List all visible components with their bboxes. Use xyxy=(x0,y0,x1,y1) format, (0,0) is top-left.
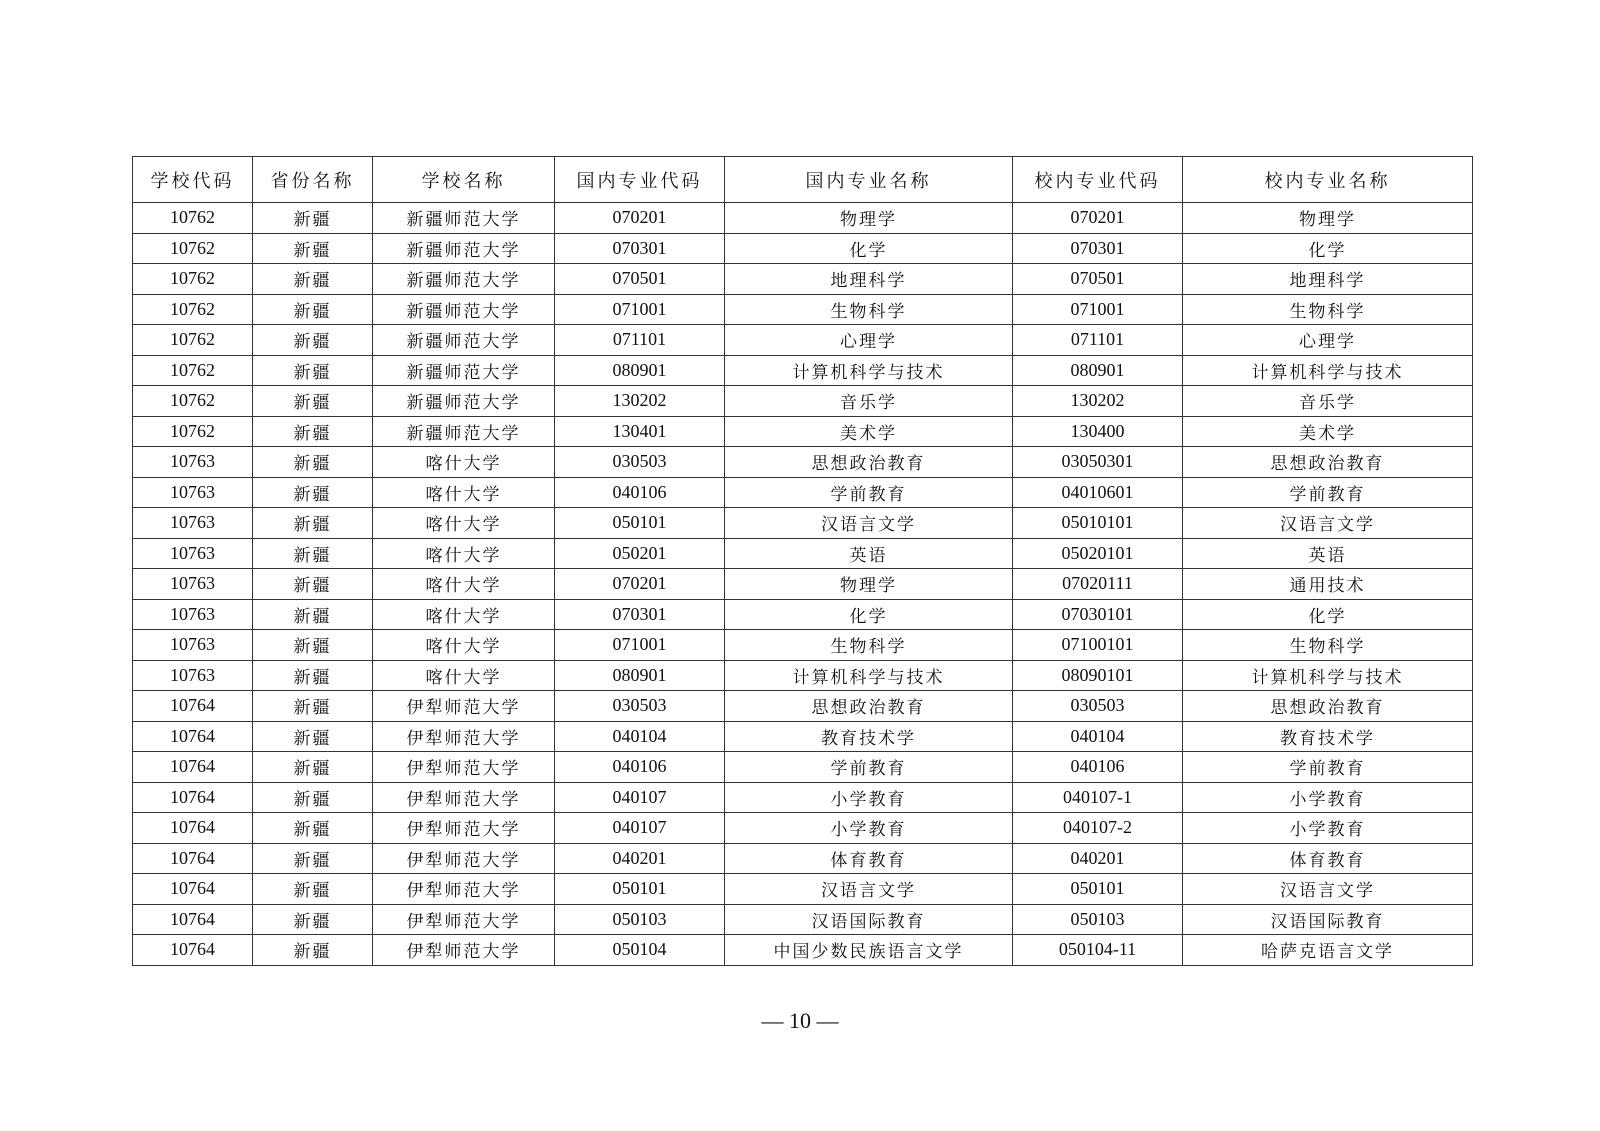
cell-national-major-code: 070301 xyxy=(555,233,725,264)
cell-school-code: 10764 xyxy=(133,874,253,905)
cell-school-code: 10764 xyxy=(133,904,253,935)
cell-national-major-name: 思想政治教育 xyxy=(725,447,1013,478)
cell-school-major-name: 音乐学 xyxy=(1183,386,1473,417)
cell-school-major-code: 040107-2 xyxy=(1013,813,1183,844)
cell-province-name: 新疆 xyxy=(253,294,373,325)
cell-school-major-name: 小学教育 xyxy=(1183,782,1473,813)
cell-national-major-name: 体育教育 xyxy=(725,843,1013,874)
cell-school-code: 10762 xyxy=(133,325,253,356)
header-school-major-name: 校内专业名称 xyxy=(1183,157,1473,203)
cell-school-major-name: 心理学 xyxy=(1183,325,1473,356)
cell-school-major-code: 040201 xyxy=(1013,843,1183,874)
cell-national-major-code: 080901 xyxy=(555,355,725,386)
cell-school-major-code: 05010101 xyxy=(1013,508,1183,539)
table-row xyxy=(133,325,1473,356)
cell-school-code: 10762 xyxy=(133,355,253,386)
cell-school-code: 10764 xyxy=(133,935,253,966)
cell-province-name: 新疆 xyxy=(253,599,373,630)
cell-national-major-name: 美术学 xyxy=(725,416,1013,447)
cell-school-major-code: 050104-11 xyxy=(1013,935,1183,966)
cell-national-major-code: 050104 xyxy=(555,935,725,966)
cell-school-name: 伊犁师范大学 xyxy=(373,935,555,966)
cell-national-major-code: 080901 xyxy=(555,660,725,691)
cell-province-name: 新疆 xyxy=(253,233,373,264)
cell-school-major-code: 080901 xyxy=(1013,355,1183,386)
cell-national-major-name: 汉语国际教育 xyxy=(725,904,1013,935)
cell-school-name: 新疆师范大学 xyxy=(373,203,555,234)
cell-school-major-code: 040106 xyxy=(1013,752,1183,783)
cell-national-major-name: 英语 xyxy=(725,538,1013,569)
cell-school-major-code: 03050301 xyxy=(1013,447,1183,478)
cell-national-major-code: 050101 xyxy=(555,508,725,539)
table-row xyxy=(133,447,1473,478)
cell-school-major-code: 07030101 xyxy=(1013,599,1183,630)
cell-national-major-code: 040106 xyxy=(555,752,725,783)
cell-school-name: 新疆师范大学 xyxy=(373,325,555,356)
cell-school-name: 喀什大学 xyxy=(373,660,555,691)
page-number: — 10 — xyxy=(761,1008,839,1033)
cell-national-major-name: 小学教育 xyxy=(725,813,1013,844)
cell-school-major-name: 物理学 xyxy=(1183,203,1473,234)
cell-national-major-code: 040107 xyxy=(555,782,725,813)
cell-school-major-name: 汉语言文学 xyxy=(1183,508,1473,539)
cell-school-code: 10764 xyxy=(133,752,253,783)
cell-province-name: 新疆 xyxy=(253,203,373,234)
cell-school-code: 10763 xyxy=(133,660,253,691)
cell-national-major-name: 学前教育 xyxy=(725,477,1013,508)
cell-national-major-name: 学前教育 xyxy=(725,752,1013,783)
cell-school-name: 伊犁师范大学 xyxy=(373,843,555,874)
table-row xyxy=(133,691,1473,722)
cell-school-major-name: 哈萨克语言文学 xyxy=(1183,935,1473,966)
cell-province-name: 新疆 xyxy=(253,386,373,417)
cell-school-code: 10764 xyxy=(133,843,253,874)
cell-school-major-name: 体育教育 xyxy=(1183,843,1473,874)
cell-school-major-name: 学前教育 xyxy=(1183,477,1473,508)
table-body xyxy=(133,203,1473,966)
cell-school-name: 伊犁师范大学 xyxy=(373,752,555,783)
cell-school-code: 10762 xyxy=(133,294,253,325)
cell-school-name: 喀什大学 xyxy=(373,508,555,539)
cell-national-major-code: 071101 xyxy=(555,325,725,356)
cell-school-major-name: 地理科学 xyxy=(1183,264,1473,295)
cell-national-major-code: 070201 xyxy=(555,569,725,600)
cell-school-code: 10763 xyxy=(133,569,253,600)
cell-national-major-name: 计算机科学与技术 xyxy=(725,355,1013,386)
cell-school-name: 新疆师范大学 xyxy=(373,233,555,264)
table-row xyxy=(133,508,1473,539)
cell-school-major-name: 计算机科学与技术 xyxy=(1183,355,1473,386)
cell-school-major-name: 英语 xyxy=(1183,538,1473,569)
cell-province-name: 新疆 xyxy=(253,935,373,966)
cell-school-major-name: 汉语言文学 xyxy=(1183,874,1473,905)
cell-school-code: 10762 xyxy=(133,233,253,264)
cell-national-major-name: 物理学 xyxy=(725,569,1013,600)
table-row xyxy=(133,660,1473,691)
cell-national-major-code: 130202 xyxy=(555,386,725,417)
table-row xyxy=(133,203,1473,234)
cell-school-major-name: 通用技术 xyxy=(1183,569,1473,600)
cell-school-code: 10763 xyxy=(133,477,253,508)
cell-national-major-name: 音乐学 xyxy=(725,386,1013,417)
table-row xyxy=(133,813,1473,844)
cell-school-major-code: 130202 xyxy=(1013,386,1183,417)
table-row xyxy=(133,294,1473,325)
cell-province-name: 新疆 xyxy=(253,538,373,569)
cell-province-name: 新疆 xyxy=(253,325,373,356)
cell-national-major-code: 050201 xyxy=(555,538,725,569)
cell-school-name: 新疆师范大学 xyxy=(373,386,555,417)
cell-province-name: 新疆 xyxy=(253,904,373,935)
cell-national-major-name: 化学 xyxy=(725,599,1013,630)
cell-province-name: 新疆 xyxy=(253,660,373,691)
cell-province-name: 新疆 xyxy=(253,874,373,905)
cell-school-major-code: 05020101 xyxy=(1013,538,1183,569)
table-row xyxy=(133,233,1473,264)
header-school-major-code: 校内专业代码 xyxy=(1013,157,1183,203)
cell-national-major-code: 070501 xyxy=(555,264,725,295)
cell-school-major-code: 050103 xyxy=(1013,904,1183,935)
cell-school-name: 喀什大学 xyxy=(373,599,555,630)
cell-national-major-name: 心理学 xyxy=(725,325,1013,356)
cell-school-code: 10763 xyxy=(133,599,253,630)
cell-national-major-code: 030503 xyxy=(555,691,725,722)
cell-national-major-name: 教育技术学 xyxy=(725,721,1013,752)
cell-school-code: 10763 xyxy=(133,630,253,661)
cell-school-major-name: 计算机科学与技术 xyxy=(1183,660,1473,691)
table-row xyxy=(133,264,1473,295)
cell-school-major-code: 050101 xyxy=(1013,874,1183,905)
cell-school-name: 新疆师范大学 xyxy=(373,355,555,386)
cell-school-major-name: 生物科学 xyxy=(1183,294,1473,325)
cell-national-major-code: 040201 xyxy=(555,843,725,874)
cell-school-major-name: 思想政治教育 xyxy=(1183,447,1473,478)
cell-province-name: 新疆 xyxy=(253,447,373,478)
cell-province-name: 新疆 xyxy=(253,752,373,783)
header-national-major-code: 国内专业代码 xyxy=(555,157,725,203)
cell-school-major-code: 070301 xyxy=(1013,233,1183,264)
cell-school-name: 伊犁师范大学 xyxy=(373,691,555,722)
cell-national-major-code: 030503 xyxy=(555,447,725,478)
cell-school-code: 10762 xyxy=(133,416,253,447)
cell-school-major-code: 070201 xyxy=(1013,203,1183,234)
cell-school-name: 新疆师范大学 xyxy=(373,294,555,325)
cell-national-major-name: 化学 xyxy=(725,233,1013,264)
cell-province-name: 新疆 xyxy=(253,508,373,539)
cell-school-major-code: 040107-1 xyxy=(1013,782,1183,813)
cell-school-code: 10763 xyxy=(133,508,253,539)
cell-national-major-code: 050103 xyxy=(555,904,725,935)
cell-school-major-name: 小学教育 xyxy=(1183,813,1473,844)
cell-school-name: 喀什大学 xyxy=(373,569,555,600)
cell-school-code: 10764 xyxy=(133,721,253,752)
cell-school-major-code: 030503 xyxy=(1013,691,1183,722)
cell-national-major-name: 物理学 xyxy=(725,203,1013,234)
table-row xyxy=(133,843,1473,874)
cell-school-major-name: 生物科学 xyxy=(1183,630,1473,661)
table-row xyxy=(133,538,1473,569)
cell-school-name: 伊犁师范大学 xyxy=(373,721,555,752)
cell-national-major-code: 070201 xyxy=(555,203,725,234)
cell-school-major-code: 071001 xyxy=(1013,294,1183,325)
cell-school-major-name: 美术学 xyxy=(1183,416,1473,447)
table-row xyxy=(133,630,1473,661)
cell-national-major-name: 生物科学 xyxy=(725,294,1013,325)
cell-province-name: 新疆 xyxy=(253,843,373,874)
cell-school-major-code: 07100101 xyxy=(1013,630,1183,661)
cell-province-name: 新疆 xyxy=(253,264,373,295)
cell-school-code: 10764 xyxy=(133,691,253,722)
header-school-code: 学校代码 xyxy=(133,157,253,203)
major-table xyxy=(132,156,1473,966)
cell-national-major-code: 071001 xyxy=(555,294,725,325)
cell-national-major-code: 071001 xyxy=(555,630,725,661)
cell-national-major-name: 汉语言文学 xyxy=(725,874,1013,905)
cell-school-code: 10762 xyxy=(133,203,253,234)
cell-school-code: 10762 xyxy=(133,386,253,417)
table-row xyxy=(133,569,1473,600)
cell-school-major-name: 化学 xyxy=(1183,599,1473,630)
cell-national-major-name: 思想政治教育 xyxy=(725,691,1013,722)
cell-school-major-code: 04010601 xyxy=(1013,477,1183,508)
cell-school-major-name: 汉语国际教育 xyxy=(1183,904,1473,935)
header-school-name: 学校名称 xyxy=(373,157,555,203)
table-row xyxy=(133,721,1473,752)
cell-national-major-name: 中国少数民族语言文学 xyxy=(725,935,1013,966)
cell-school-name: 伊犁师范大学 xyxy=(373,904,555,935)
cell-province-name: 新疆 xyxy=(253,477,373,508)
cell-school-major-code: 07020111 xyxy=(1013,569,1183,600)
cell-school-code: 10762 xyxy=(133,264,253,295)
cell-school-major-code: 08090101 xyxy=(1013,660,1183,691)
cell-province-name: 新疆 xyxy=(253,630,373,661)
cell-school-name: 喀什大学 xyxy=(373,538,555,569)
cell-school-name: 新疆师范大学 xyxy=(373,416,555,447)
cell-province-name: 新疆 xyxy=(253,416,373,447)
table-row xyxy=(133,477,1473,508)
table-row xyxy=(133,752,1473,783)
header-province-name: 省份名称 xyxy=(253,157,373,203)
table-row xyxy=(133,935,1473,966)
cell-school-code: 10763 xyxy=(133,447,253,478)
cell-school-code: 10763 xyxy=(133,538,253,569)
table-row xyxy=(133,782,1473,813)
cell-school-major-name: 教育技术学 xyxy=(1183,721,1473,752)
cell-national-major-name: 小学教育 xyxy=(725,782,1013,813)
cell-province-name: 新疆 xyxy=(253,691,373,722)
table-row xyxy=(133,599,1473,630)
cell-school-name: 伊犁师范大学 xyxy=(373,782,555,813)
cell-province-name: 新疆 xyxy=(253,721,373,752)
cell-national-major-code: 040106 xyxy=(555,477,725,508)
cell-school-code: 10764 xyxy=(133,813,253,844)
cell-school-major-code: 040104 xyxy=(1013,721,1183,752)
cell-province-name: 新疆 xyxy=(253,813,373,844)
cell-national-major-code: 050101 xyxy=(555,874,725,905)
cell-school-name: 伊犁师范大学 xyxy=(373,813,555,844)
cell-national-major-code: 070301 xyxy=(555,599,725,630)
cell-school-name: 喀什大学 xyxy=(373,630,555,661)
cell-school-major-code: 071101 xyxy=(1013,325,1183,356)
cell-school-major-name: 学前教育 xyxy=(1183,752,1473,783)
cell-national-major-code: 040104 xyxy=(555,721,725,752)
cell-school-name: 喀什大学 xyxy=(373,447,555,478)
header-national-major-name: 国内专业名称 xyxy=(725,157,1013,203)
cell-school-major-name: 化学 xyxy=(1183,233,1473,264)
cell-province-name: 新疆 xyxy=(253,782,373,813)
cell-province-name: 新疆 xyxy=(253,355,373,386)
table-row xyxy=(133,386,1473,417)
table-row xyxy=(133,904,1473,935)
cell-school-name: 喀什大学 xyxy=(373,477,555,508)
table-row xyxy=(133,355,1473,386)
cell-school-name: 伊犁师范大学 xyxy=(373,874,555,905)
cell-school-code: 10764 xyxy=(133,782,253,813)
cell-province-name: 新疆 xyxy=(253,569,373,600)
cell-national-major-name: 汉语言文学 xyxy=(725,508,1013,539)
table-row xyxy=(133,874,1473,905)
cell-national-major-name: 地理科学 xyxy=(725,264,1013,295)
cell-national-major-name: 计算机科学与技术 xyxy=(725,660,1013,691)
cell-school-name: 新疆师范大学 xyxy=(373,264,555,295)
cell-national-major-name: 生物科学 xyxy=(725,630,1013,661)
cell-national-major-code: 040107 xyxy=(555,813,725,844)
table-header-row xyxy=(133,157,1473,203)
cell-school-major-name: 思想政治教育 xyxy=(1183,691,1473,722)
cell-school-major-code: 070501 xyxy=(1013,264,1183,295)
cell-national-major-code: 130401 xyxy=(555,416,725,447)
cell-school-major-code: 130400 xyxy=(1013,416,1183,447)
table-row xyxy=(133,416,1473,447)
